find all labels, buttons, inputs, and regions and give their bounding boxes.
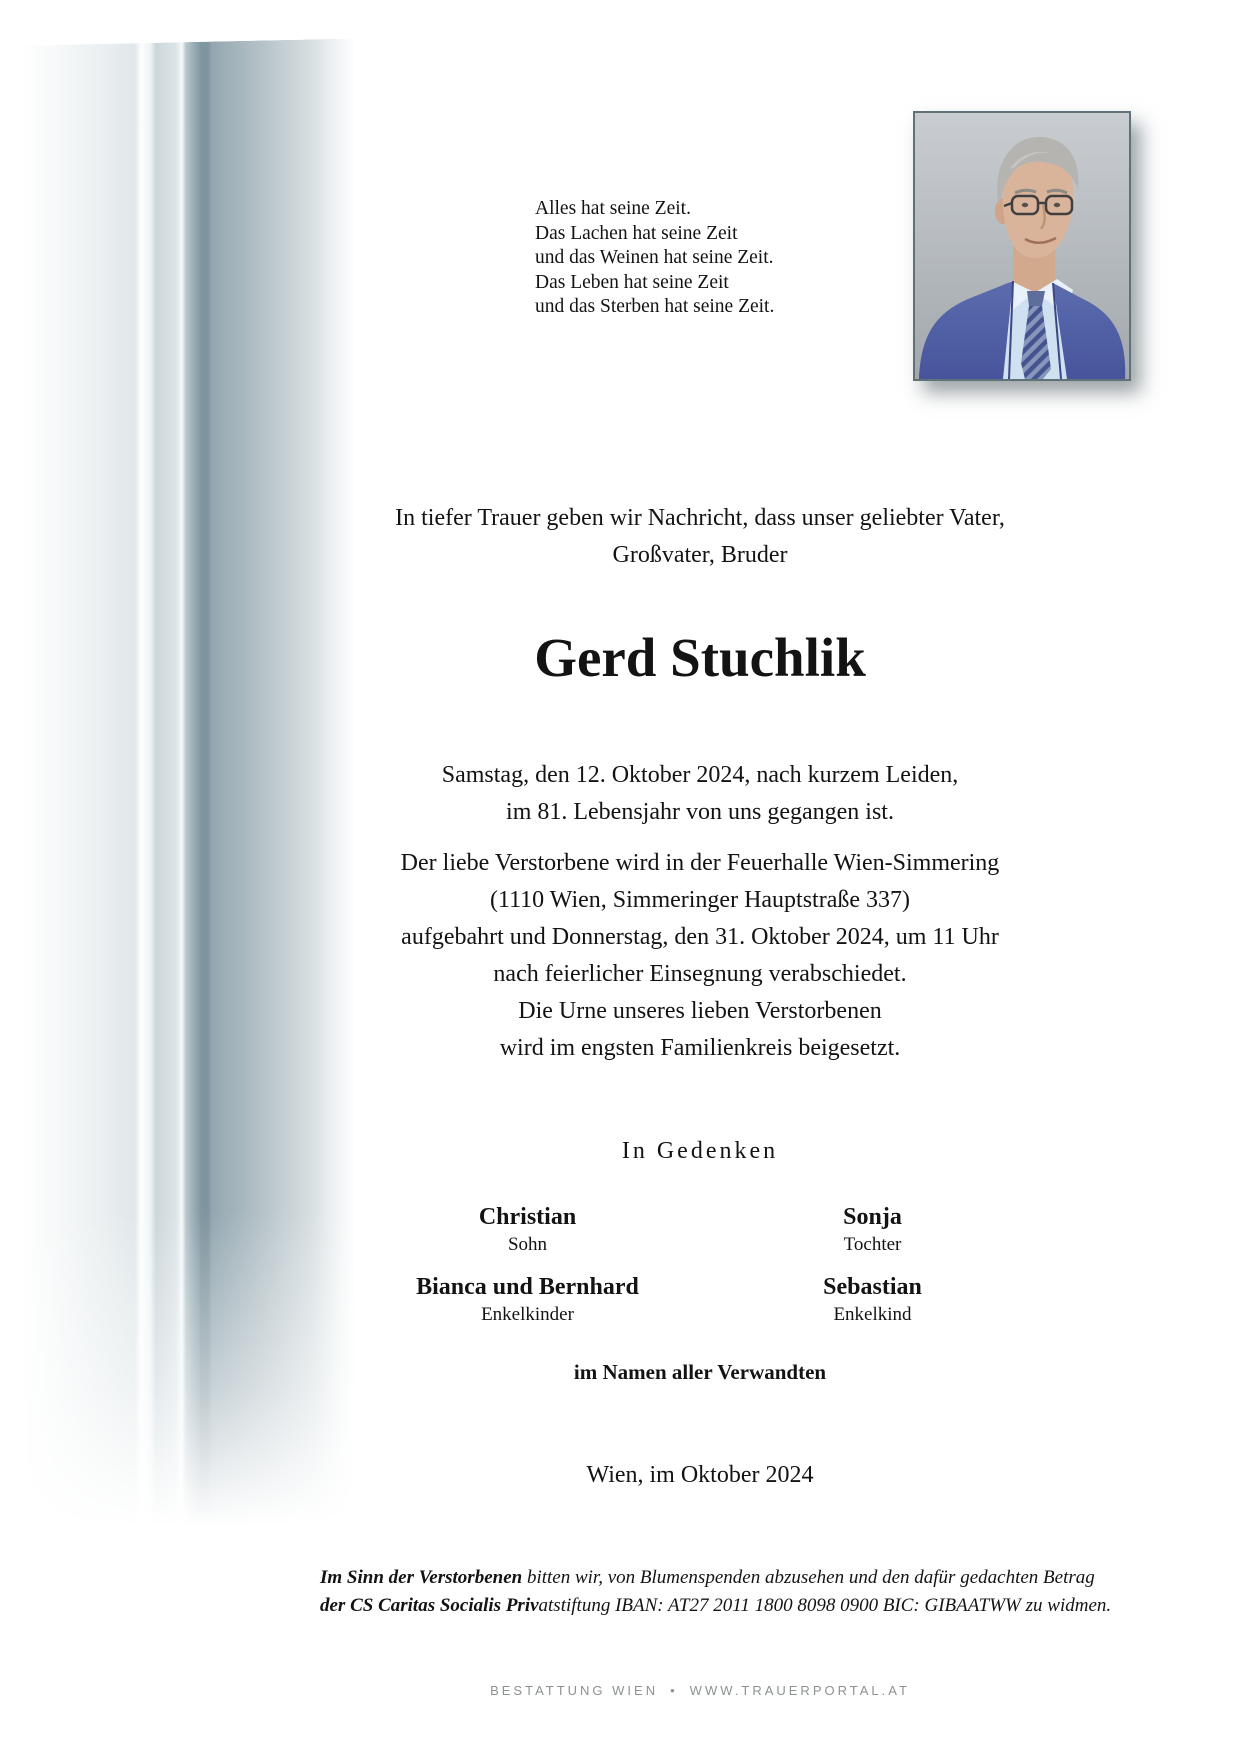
intro-line: Großvater, Bruder — [612, 542, 788, 568]
footer-tagline — [355, 1683, 1045, 1698]
deceased-name: Gerd Stuchlik — [534, 627, 866, 688]
urn-line: Die Urne unseres lieben Verstorbenen — [518, 998, 882, 1024]
bullet-separator: • — [670, 1683, 678, 1698]
poem-line: Das Leben hat seine Zeit — [535, 271, 729, 293]
mourner-relation: Enkelkind — [833, 1304, 912, 1325]
ceremony-line: nach feierlicher Einsegnung verabschiedet. — [493, 961, 907, 987]
ceremony-line: aufgebahrt und Donnerstag, den 31. Oktober 2024, um 11 Uhr — [401, 924, 999, 950]
poem-line: Alles hat seine Zeit. — [535, 198, 691, 219]
footer-url: WWW.TRAUERPORTAL.AT — [689, 1683, 910, 1698]
mourner-name: Sebastian — [823, 1274, 922, 1300]
memorial-heading: In Gedenken — [621, 1138, 779, 1164]
mourner-name: Christian — [478, 1204, 577, 1230]
donation-line — [320, 1564, 1095, 1592]
mourner — [700, 1272, 1045, 1328]
poem-line: Das Lachen hat seine Zeit — [535, 222, 738, 244]
mourner-relation: Sohn — [507, 1234, 548, 1255]
death-line: im 81. Lebensjahr von uns gegangen ist. — [506, 799, 894, 825]
mourner-name: Bianca und Bernhard — [416, 1274, 639, 1300]
ceremony-line: Der liebe Verstorbene wird in der Feuerhalle Wien-Simmering — [400, 850, 1000, 876]
mourner-list — [355, 1202, 1045, 1328]
donation-line — [320, 1592, 1112, 1620]
dateline: Wien, im Oktober 2024 — [586, 1462, 814, 1488]
footer-brand: BESTATTUNG WIEN — [490, 1683, 659, 1698]
intro-text — [355, 500, 1045, 574]
stripe-decoration — [0, 39, 356, 1546]
mourner — [355, 1202, 700, 1258]
ceremony-line: (1110 Wien, Simmeringer Hauptstraße 337) — [489, 887, 911, 913]
portrait-illustration — [915, 113, 1129, 379]
intro-line: In tiefer Trauer geben wir Nachricht, dass unser geliebter Vater, — [395, 505, 1005, 531]
death-notice — [355, 757, 1045, 831]
donation-bold: Im Sinn der Verstorbenen — [320, 1567, 523, 1588]
mourner — [355, 1272, 700, 1328]
poem-line: und das Weinen hat seine Zeit. — [535, 247, 774, 268]
memorial-poem — [535, 197, 774, 320]
ceremony-notice — [355, 845, 1045, 993]
portrait-photo — [913, 111, 1131, 381]
urn-line: wird im engsten Familienkreis beigesetzt. — [499, 1035, 901, 1061]
donation-text: atstiftung IBAN: AT27 2011 1800 8098 0900 BIC: GIBAATWW zu widmen. — [538, 1595, 1112, 1616]
donation-bold: der CS Caritas Socialis Priv — [320, 1595, 539, 1616]
mourner — [700, 1202, 1045, 1258]
mourner-name: Sonja — [843, 1204, 902, 1230]
death-line: Samstag, den 12. Oktober 2024, nach kurzem Leiden, — [441, 762, 959, 788]
mourner-relation: Enkelkinder — [481, 1304, 574, 1325]
closing-line: im Namen aller Verwandten — [573, 1360, 827, 1384]
donation-note — [320, 1564, 1112, 1620]
urn-notice — [355, 993, 1045, 1067]
donation-text: bitten wir, von Blumenspenden abzusehen und den dafür gedachten Betrag — [522, 1567, 1095, 1588]
mourner-relation: Tochter — [843, 1234, 902, 1255]
poem-line: und das Sterben hat seine Zeit. — [535, 296, 775, 317]
